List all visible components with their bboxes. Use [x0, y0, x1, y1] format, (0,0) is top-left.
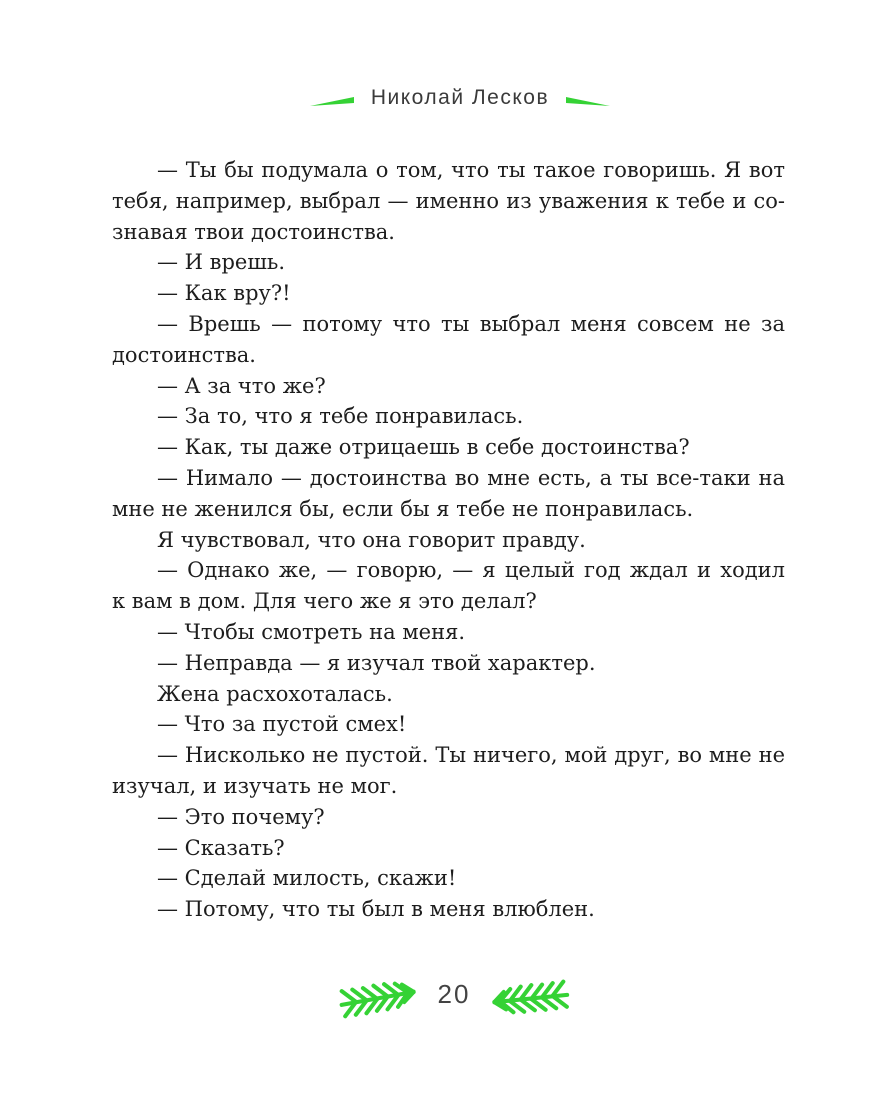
text-line: знавая твои достоинства.: [112, 219, 395, 244]
text-line: — Сказать?: [157, 835, 285, 860]
text-line: к вам в дом. Для чего же я это делал?: [112, 589, 537, 614]
text-line: тебя, например, выбрал — именно из уважения к тебе и со-: [112, 188, 785, 213]
text-line: достоинства.: [112, 342, 256, 367]
text-line: изучал, и изучать не мог.: [112, 773, 398, 798]
text-line: — А за что же?: [157, 373, 326, 398]
page-footer: [11, 974, 886, 1020]
text-line: — Что за пустой смех!: [157, 712, 407, 737]
text-line: — Сделай милость, скажи!: [157, 866, 457, 891]
text-line: мне не женился бы, если бы я тебе не понравилась.: [112, 496, 694, 521]
text-line: — Однако же, — говорю, — я целый год ждал и ходил: [157, 558, 785, 583]
page-number: 20: [437, 978, 471, 1009]
text-line: Я чувствовал, что она говорит правду.: [157, 527, 586, 552]
branch-left-icon: [338, 975, 416, 1019]
text-line: — Чтобы смотреть на меня.: [157, 619, 466, 644]
author-name: Николай Лесков: [370, 86, 550, 109]
header-dash-right-icon: [566, 92, 610, 111]
text-line: — Нисколько не пустой. Ты ничего, мой друг, во мне не: [157, 743, 785, 768]
text-line: — Неправда — я изучал твой характер.: [157, 650, 596, 675]
text-line: — Это почему?: [157, 804, 325, 829]
text-line: — Потому, что ты был в меня влюблен.: [157, 897, 595, 922]
text-line: — Как вру?!: [157, 281, 291, 306]
text-line: Жена расхохоталась.: [157, 681, 393, 706]
body-text: [112, 155, 785, 925]
header-dash-left-icon: [310, 92, 354, 111]
text-line: — Как, ты даже отрицаешь в себе достоинства?: [157, 435, 690, 460]
page-header: [17, 85, 886, 111]
branch-right-icon: [492, 975, 570, 1019]
text-line: — И врешь.: [157, 250, 285, 275]
text-line: — Врешь — потому что ты выбрал меня совсем не за: [157, 311, 785, 336]
text-line: — Ты бы подумала о том, что ты такое говоришь. Я вот: [157, 158, 785, 182]
text-line: — За то, что я тебе понравилась.: [157, 404, 524, 429]
text-line: — Нимало — достоинства во мне есть, а ты все-таки на: [157, 465, 785, 490]
